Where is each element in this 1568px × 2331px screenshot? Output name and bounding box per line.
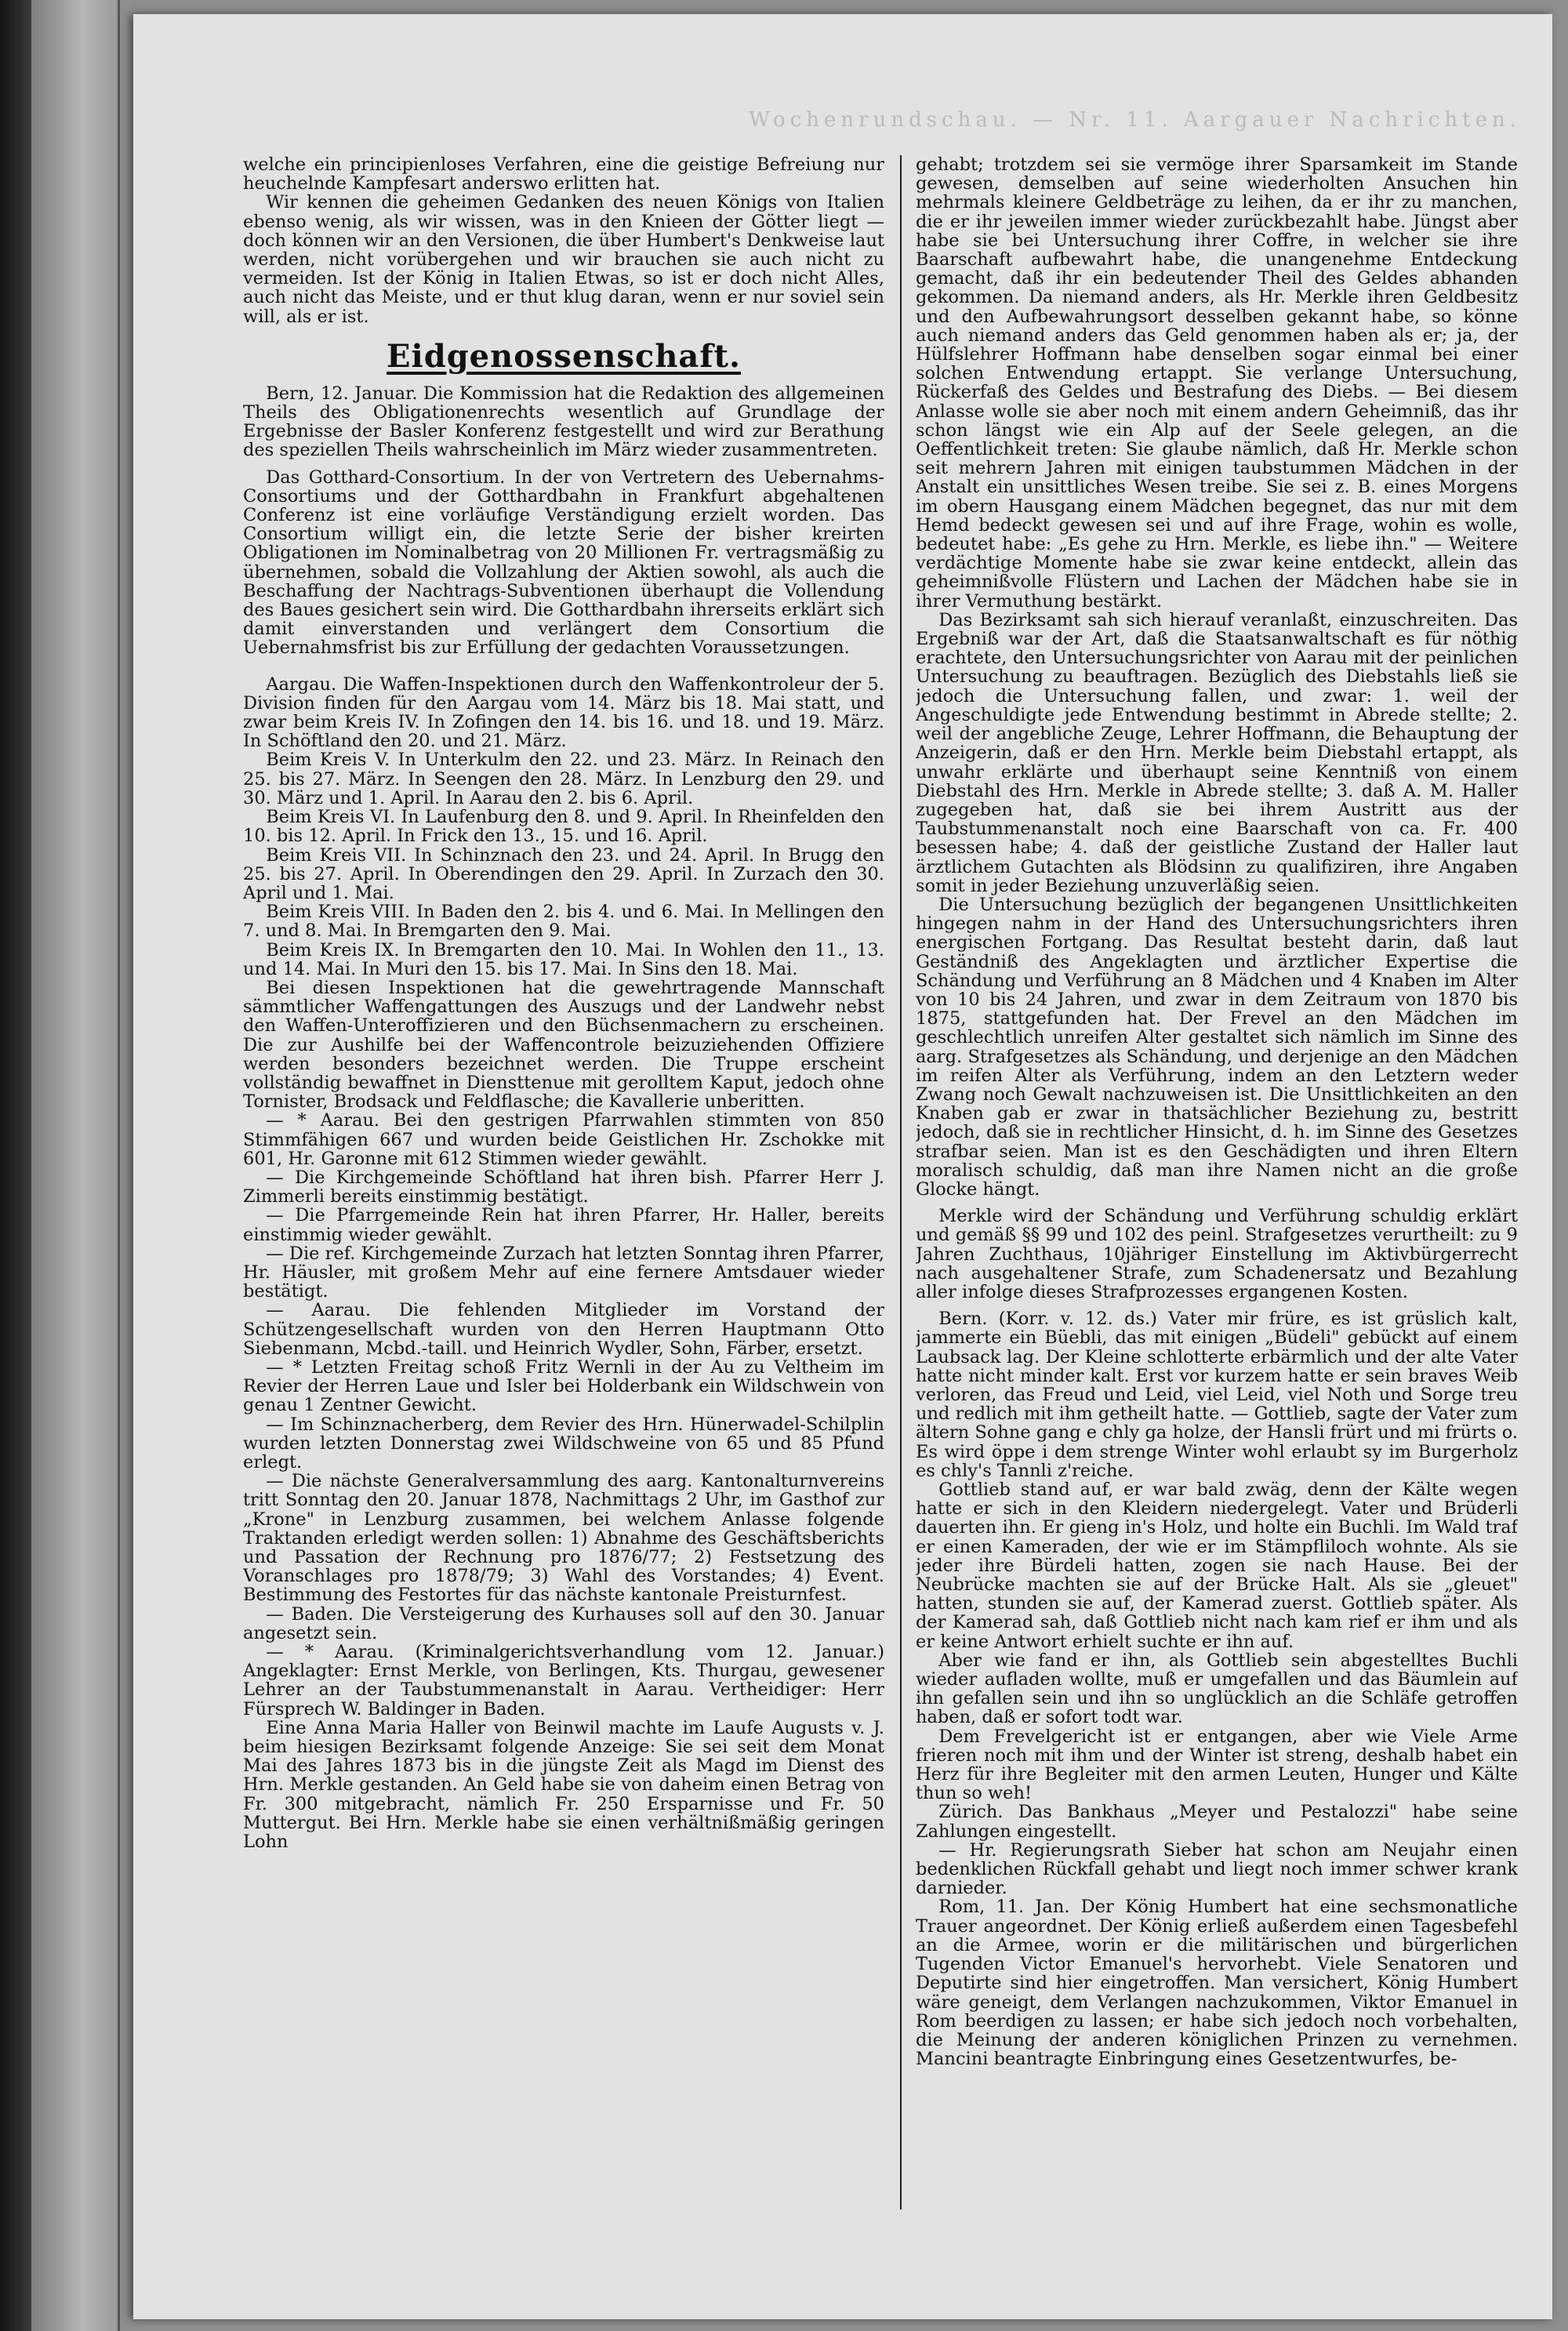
article-paragraph: Beim Kreis VII. In Schinznach den 23. und 24. April. In Brugg den 25. bis 27. April. In Oberendingen den 29. April. In Zurzach den 30. April und 1. Mai. xyxy=(243,844,884,903)
article-paragraph: — Hr. Regierungsrath Sieber hat schon am Neujahr einen bedenklichen Rückfall gehabt und liegt noch immer schwer krank darnieder. xyxy=(916,1839,1518,1899)
article-paragraph: — * Aarau. (Kriminalgerichtsverhandlung vom 12. Januar.) Angeklagter: Ernst Merkle, von Berlingen, Kts. Thurgau, gewesener Lehrer an der Taubstummenanstalt in Aarau. Vertheidiger: Herr Fürsprech W. Baldinger in Baden. xyxy=(243,1642,884,1719)
article-paragraph: — * Letzten Freitag schoß Fritz Wernli in der Au zu Veltheim im Revier der Herren Laue und Isler bei Holderbank ein Wildschwein von genau 1 Zentner Gewicht. xyxy=(243,1356,884,1416)
faint-running-header: Wochenrundschau. — Nr. 11. Aargauer Nachrichten. xyxy=(749,108,1521,132)
article-paragraph: Das Bezirksamt sah sich hierauf veranlaßt, einzuschreiten. Das Ergebniß war der Art, daß die Staatsanwaltschaft es für nöthig erachtete, den Untersuchungsrichter von Aarau mit der peinlichen Untersuchung zu beauftragen. Bezüglich des Diebstahls ließ sie jedoch die Untersuchung fallen, und zwar: 1. weil der Angeschuldigte jede Entwendung bestimmt in Abrede stellte; 2. weil der angebliche Zeuge, Lehrer Hoffmann, die Behauptung der Anzeigerin, daß er den Hrn. Merkle beim Diebstahl ertappt, als unwahr erklärte und überhaupt seine Kenntniß von einem Diebstahl des Hrn. Merkle in Abrede stellte; 3. daß A. M. Haller zugegeben hat, daß sie bei ihrem Austritt aus der Taubstummenanstalt noch eine Baarschaft von ca. Fr. 400 besessen habe; 4. daß der geistliche Zustand der Haller laut ärztlichem Gutachten als Blödsinn zu qualifiziren, ihre Angaben somit in jeder Beziehung unzuverläßig seien. xyxy=(916,609,1518,896)
article-paragraph: Beim Kreis IX. In Bremgarten den 10. Mai. In Wohlen den 11., 13. und 14. Mai. In Muri den 15. bis 17. Mai. In Sins den 18. Mai. xyxy=(243,939,884,979)
newspaper-page xyxy=(133,14,1552,2319)
book-binding-edge xyxy=(31,0,120,2331)
article-paragraph: Bei diesen Inspektionen hat die gewehrtragende Mannschaft sämmtlicher Waffengattungen des Auszugs und der Landwehr nebst den Waffen-Unteroffizieren und den Büchsenmachern zu erscheinen. Die zur Aushilfe bei der Waffencontrole beizuziehenden Offiziere werden besonders bezeichnet werden. Die Truppe erscheint vollständig bewaffnet in Diensttenue mit gerolltem Kaput, jedoch ohne Tornister, Brodsack und Feldflasche; die Kavallerie unberitten. xyxy=(243,977,884,1113)
article-paragraph: Rom, 11. Jan. Der König Humbert hat eine sechsmonatliche Trauer angeordnet. Der König erließ außerdem einen Tagesbefehl an die Armee, worin er die militärischen und bürgerlichen Tugenden Victor Emanuel's hervorhebt. Viele Senatoren und Deputirte sind hier eingetroffen. Man versichert, König Humbert wäre geneigt, dem Verlangen nachzukommen, Viktor Emanuel in Rom beerdigen zu lassen; er habe sich jedoch noch vorbehalten, die Meinung der anderen königlichen Prinzen zu vernehmen. Mancini beantragte Einbringung eines Gesetzentwurfes, be- xyxy=(916,1897,1518,2070)
article-paragraph: Das Gotthard-Consortium. In der von Vertretern des Uebernahms-Consortiums und der Gotthardbahn in Frankfurt abgehaltenen Conferenz ist eine vorläufige Verständigung erzielt worden. Das Consortium willigt ein, die letzte Serie der bisher kreirten Obligationen im Nominalbetrag von 20 Millionen Fr. vertragsmäßig zu übernehmen, sobald die Vollzahlung der Aktien sowohl, als auch die Beschaffung der Nachtrags-Subventionen überhaupt die Vollendung des Baues gesichert sein wird. Die Gotthardbahn ihrerseits erklärt sich damit einverstanden und verlängert dem Consortium die Uebernahmsfrist bis zur Erfüllung der gedachten Voraussetzungen. xyxy=(243,467,884,659)
article-paragraph: — Im Schinznacherberg, dem Revier des Hrn. Hünerwadel-Schilplin wurden letzten Donnerstag zwei Wildschweine von 65 und 85 Pfund erlegt. xyxy=(243,1414,884,1472)
article-paragraph: — Baden. Die Versteigerung des Kurhauses soll auf den 30. Januar angesetzt sein. xyxy=(243,1603,884,1643)
left-column xyxy=(243,155,884,2217)
article-paragraph: Zürich. Das Bankhaus „Meyer und Pestalozzi" habe seine Zahlungen eingestellt. xyxy=(916,1802,1518,1842)
article-paragraph: Dem Frevelgericht ist er entgangen, aber wie Viele Arme frieren noch mit ihm und der Winter ist streng, deshalb habet ein Herz für ihre Begleiter mit den armen Leuten, Hunger und Kälte thun so weh! xyxy=(916,1726,1518,1804)
article-paragraph: Aargau. Die Waffen-Inspektionen durch den Waffenkontroleur der 5. Division finden für den Aargau vom 14. März bis 18. Mai statt, und zwar beim Kreis IV. In Zofingen den 14. bis 16. und 18. und 19. März. In Schöftland den 20. und 21. März. xyxy=(243,674,884,752)
book-binding-shadow xyxy=(0,0,31,2331)
article-paragraph: — Die nächste Generalversammlung des aarg. Kantonalturnvereins tritt Sonntag den 20. Januar 1878, Nachmittags 2 Uhr, im Gasthof zur „Krone" in Lenzburg zusammen, bei welchem Anlasse folgende Traktanden erledigt werden sollen: 1) Abnahme des Geschäftsberichts und Passation der Rechnung pro 1876/77; 2) Festsetzung des Voranschlages pro 1878/79; 3) Wahl des Vorstandes; 4) Event. Bestimmung des Festortes für das nächste kantonale Preisturnfest. xyxy=(243,1471,884,1606)
article-paragraph: Beim Kreis VIII. In Baden den 2. bis 4. und 6. Mai. In Mellingen den 7. und 8. Mai. In Bremgarten den 9. Mai. xyxy=(243,902,884,942)
article-paragraph: Bern, 12. Januar. Die Kommission hat die Redaktion des allgemeinen Theils des Obligationenrechts wesentlich auf Grundlage der Ergebnisse der Basler Konferenz festgestellt und wird zur Berathung des speziellen Theils wahrscheinlich im März wieder zusammentreten. xyxy=(243,383,884,461)
article-paragraph: Aber wie fand er ihn, als Gottlieb sein abgestelltes Buchli wieder aufladen wollte, muß er umgefallen und das Bäumlein auf ihn gefallen sein und ihn so unglücklich an die Schläfe getroffen haben, daß er sofort todt war. xyxy=(916,1650,1518,1728)
article-paragraph: Wir kennen die geheimen Gedanken des neuen Königs von Italien ebenso wenig, als wir wissen, was in den Knieen der Götter liegt — doch können wir an den Versionen, die über Humbert's Denkweise laut werden, nicht vorübergehen und wir brauchen sie auch nicht zu vermeiden. Ist der König in Italien Etwas, so ist er doch nicht Alles, auch nicht das Meiste, und er thut klug daran, wenn er nur soviel sein will, als er ist. xyxy=(243,192,884,327)
article-paragraph: — Die ref. Kirchgemeinde Zurzach hat letzten Sonntag ihren Pfarrer, Hr. Häusler, mit großem Mehr auf eine fernere Amtsdauer wieder bestätigt. xyxy=(243,1243,884,1302)
article-paragraph: — Aarau. Die fehlenden Mitglieder im Vorstand der Schützengesellschaft wurden von den Herren Hauptmann Otto Siebenmann, Mcbd.-taill. und Heinrich Wydler, Sohn, Färber, ersetzt. xyxy=(243,1300,884,1359)
column-divider xyxy=(900,155,902,2209)
article-paragraph: — Die Kirchgemeinde Schöftland hat ihren bish. Pfarrer Herr J. Zimmerli bereits einstimmig bestätigt. xyxy=(243,1167,884,1207)
article-paragraph: gehabt; trotzdem sei sie vermöge ihrer Sparsamkeit im Stande gewesen, demselben auf seine wiederholten Ansuchen hin mehrmals kleinere Geldbeträge zu leihen, da er ihr zu manchen, die er ihr jeweilen immer wieder zurückbezahlt habe. Jüngst aber habe sie bei Untersuchung ihrer Coffre, in welcher sie ihre Baarschaft aufbewahrt habe, die unangenehme Entdeckung gemacht, daß ihr ein bedeutender Theil des Geldes abhanden gekommen. Da niemand anders, als Hr. Merkle ihren Geldbesitz und den Aufbewahrungsort desselben gekannt habe, so könne auch niemand anders das Geld genommen haben als er; ja, der Hülfslehrer Hoffmann habe denselben sogar einmal bei einer solchen Entwendung ertappt. Sie verlange Untersuchung, Rückerfaß des Geldes und Bestrafung des Diebs. — Bei diesem Anlasse wolle sie aber noch mit einem andern Geheimniß, das ihr schon längst wie ein Alp auf der Seele gelegen, an die Oeffentlichkeit treten: Sie glaube nämlich, daß Hr. Merkle schon seit mehrern Jahren mit einigen taubstummen Mädchen in der Anstalt ein unsittliches Wesen treibe. Sie sei z. B. eines Morgens im obern Hausgang einem Mädchen begegnet, das nur mit dem Hemd bedeckt gewesen sei und auf ihre Frage, wohin es wolle, bedeutet habe: „Es gehe zu Hrn. Merkle, es liebe ihn." — Weitere verdächtige Momente habe sie zwar keine entdeckt, allein das geheimnißvolle Flüstern und Lachen der Mädchen habe sie in ihrer Vermuthung bestärkt. xyxy=(916,155,1518,612)
article-paragraph: — * Aarau. Bei den gestrigen Pfarrwahlen stimmten von 850 Stimmfähigen 667 und wurden beide Geistlichen Hr. Zschokke mit 601, Hr. Garonne mit 612 Stimmen wieder gewählt. xyxy=(243,1110,884,1169)
right-column xyxy=(916,155,1518,2272)
section-heading: Eidgenossenschaft. xyxy=(387,337,741,375)
article-paragraph: — Die Pfarrgemeinde Rein hat ihren Pfarrer, Hr. Haller, bereits einstimmig wieder gewählt. xyxy=(243,1205,884,1245)
article-paragraph: Merkle wird der Schändung und Verführung schuldig erklärt und gemäß §§ 99 und 102 des peinl. Strafgesetzes verurtheilt: zu 9 Jahren Zuchthaus, 10jähriger Einstellung im Aktivbürgerrecht nach ausgehaltener Strafe, zum Schadenersatz und Bezahlung aller infolge dieses Strafprozesses ergangenen Kosten. xyxy=(916,1206,1518,1302)
article-paragraph: Beim Kreis V. In Unterkulm den 22. und 23. März. In Reinach den 25. bis 27. März. In Seengen den 28. März. In Lenzburg den 29. und 30. März und 1. April. In Aarau den 2. bis 6. April. xyxy=(243,750,884,808)
article-paragraph: Bern. (Korr. v. 12. ds.) Vater mir früre, es ist grüslich kalt, jammerte ein Büebli, das mit einigen „Büdeli" gebückt auf einem Laubsack lag. Der Kleine schlotterte erbärmlich und der alte Vater hatte nicht minder kalt. Erst vor kurzem hatte er sein braves Weib verloren, das Freud und Leid, viel Leid, viel Noth und Sorge treu und redlich mit ihm getheilt hatte. — Gottlieb, sagte der Vater zum ältern Sohne gang e chly ga holze, der Hansli frürt und mi frürts o. Es wird öppe i dem strenge Winter wohl erlaubt sy im Burgerholz es chly's Tannli z'reiche. xyxy=(916,1309,1518,1481)
article-paragraph: Gottlieb stand auf, er war bald zwäg, denn der Kälte wegen hatte er sich in den Kleidern niedergelegt. Vater und Brüderli dauerten ihn. Er gieng in's Holz, und holte ein Buchli. Im Wald traf er einen Kameraden, der wie er im Stämpfliloch wohnte. Als sie jeder ihre Bürdeli hatten, zogen sie nach Hause. Bei der Neubrücke machten sie auf der Brücke Halt. Als sie „gleuet" hatten, stunden sie auf, der Kamerad zuerst. Gottlieb später. Als der Kamerad sah, daß Gottlieb nicht nach kam rief er ihm und als er keine Antwort erhielt suchte er ihn auf. xyxy=(916,1480,1518,1652)
article-paragraph: Beim Kreis VI. In Laufenburg den 8. und 9. April. In Rheinfelden den 10. bis 12. April. In Frick den 13., 15. und 16. April. xyxy=(243,807,884,847)
article-paragraph: welche ein principienloses Verfahren, eine die geistige Befreiung nur heuchelnde Kampfesart anderswo erlitten hat. xyxy=(243,155,884,194)
article-paragraph: Eine Anna Maria Haller von Beinwil machte im Laufe Augusts v. J. beim hiesigen Bezirksamt folgende Anzeige: Sie sei seit dem Monat Mai des Jahres 1873 bis in die jüngste Zeit als Magd im Dienst des Hrn. Merkle gestanden. An Geld habe sie von daheim einen Betrag von Fr. 300 mitgebracht, nämlich Fr. 250 Ersparnisse und Fr. 50 Muttergut. Bei Hrn. Merkle habe sie einen verhältnißmäßig geringen Lohn xyxy=(243,1717,884,1853)
article-paragraph: Die Untersuchung bezüglich der begangenen Unsittlichkeiten hingegen nahm in der Hand des Untersuchungsrichters ihren energischen Fortgang. Das Resultat besteht darin, daß laut Geständniß des Angeklagten und ärztlicher Expertise die Schändung und Verführung an 8 Mädchen und 4 Knaben im Alter von 10 bis 24 Jahren, und zwar in dem Zeitraum von 1870 bis 1875, stattgefunden hat. Der Frevel an den Mädchen im geschlechtlich unreifen Alter gestaltet sich nämlich im Sinne des aarg. Strafgesetzes als Schändung, und derjenige an den Mädchen im reifen Alter als Verführung, indem an den Letztern weder Zwang noch Gewalt nachzuweisen ist. Die Unsittlichkeiten an den Knaben gab er zwar in thatsächlicher Beziehung zu, bestritt jedoch, daß sie in rechtlicher Hinsicht, d. h. im Sinne des Gesetzes strafbar seien. Man ist es den Geschädigten und ihren Eltern moralisch schuldig, daß man ihre Namen nicht an die große Glocke hängt. xyxy=(916,894,1518,1200)
